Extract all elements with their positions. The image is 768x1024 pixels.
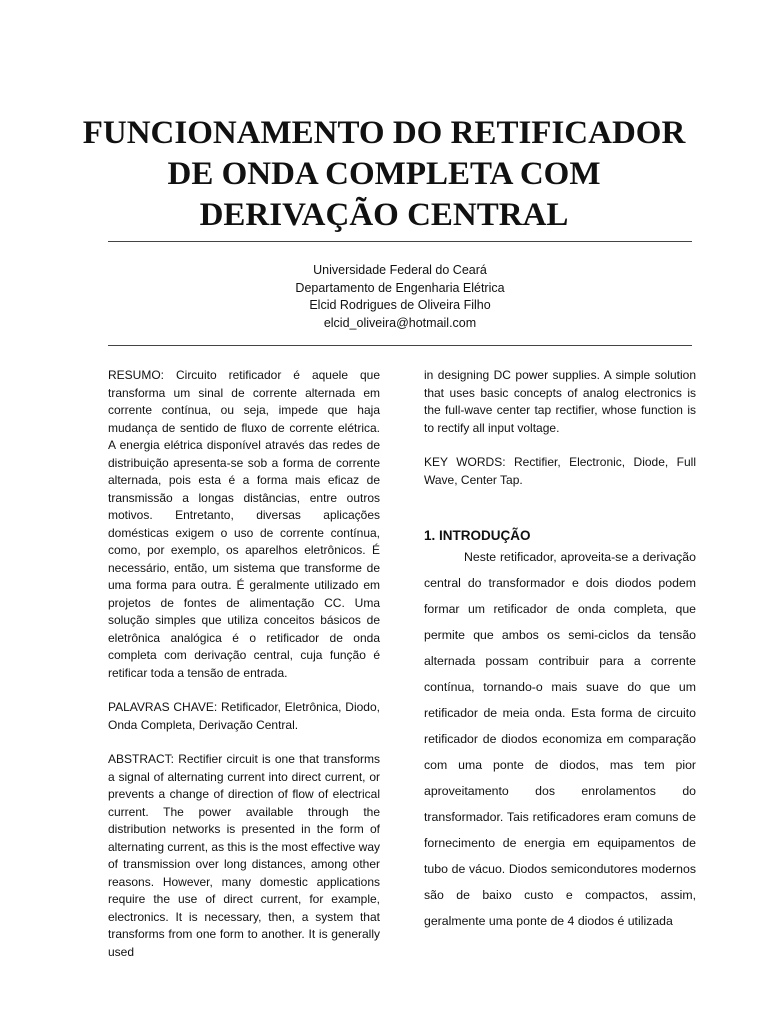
title-line-3: DERIVAÇÃO CENTRAL — [199, 197, 569, 233]
abstract-paragraph: ABSTRACT: Rectifier circuit is one that transforms a signal of alternating current into direct current, or prevents a change of direction of flow of electrical current. The power available through the distribution networks is presented in the form of alternating current, as this is the most effective way of transmission over long distances, among other reasons. However, many domestic applications require the use of direct current, for example, electronics. It is necessary, then, a system that transforms from one form to another. It is generally used — [108, 752, 380, 959]
introducao-paragraph: Neste retificador, aproveita-se a derivação central do transformador e dois diodos podem formar um retificador de onda completa, que permite que ambos os semi-ciclos da tensão alternada possam contribuir para a corrente contínua, tornando-o mais suave do que um retificador de meia onda. Esta forma de circuito retificador de diodos economiza em comparação com uma ponte de diodos, mas tem pior aproveitamento dos enrolamentos do transformador. Tais retificadores eram comuns de fornecimento de energia em equipamentos de tubo de vácuo. Diodos semicondutores modernos são de baixo custo e compactos, assim, geralmente uma ponte de 4 diodos é utilizada — [424, 550, 696, 928]
author-affiliation — [108, 262, 692, 332]
title-line-2: DE ONDA COMPLETA COM — [167, 156, 601, 192]
abstract-continuation: in designing DC power supplies. A simple solution that uses basic concepts of analog electronics is the full-wave center tap rectifier, whose function is to rectify all input voltage. — [424, 368, 696, 435]
department-name: Departamento de Engenharia Elétrica — [295, 280, 505, 295]
author-email: elcid_oliveira@hotmail.com — [323, 315, 477, 330]
title-line-1: FUNCIONAMENTO DO RETIFICADOR — [82, 115, 686, 151]
paper-title — [60, 113, 708, 236]
author-name: Elcid Rodrigues de Oliveira Filho — [309, 298, 491, 312]
right-column — [424, 367, 696, 951]
title-divider — [108, 241, 692, 242]
university-name: Universidade Federal do Ceará — [313, 263, 487, 277]
resumo-paragraph: RESUMO: Circuito retificador é aquele que transforma um sinal de corrente alternada em corrente contínua, ou seja, impede que haja mudança de sentido de fluxo de corrente elétrica. A energia elétrica disponível através das redes de distribuição apresenta-se sob a forma de corrente alternada, pois esta é a forma mais eficaz de transmissão a longas distâncias, entre outros motivos. Entretanto, diversas aplicações domésticas exigem o uso de corrente contínua, como, por exemplo, os aparelhos eletrônicos. É necessário, então, um sistema que transforme de uma forma para outra. É geralmente utilizado em projetos de fontes de alimentação CC. Uma solução simples que utiliza conceitos básicos de eletrônica analógica é o retificador de onda completa com derivação central, cuja função é retificar toda a tensão de entrada. — [108, 368, 380, 680]
left-column — [108, 367, 380, 978]
section-heading-introducao: 1. INTRODUÇÃO — [424, 528, 531, 543]
key-words-paragraph: KEY WORDS: Rectifier, Electronic, Diode, Full Wave, Center Tap. — [424, 455, 696, 487]
affiliation-divider — [108, 345, 692, 346]
palavras-chave-paragraph: PALAVRAS CHAVE: Retificador, Eletrônica, Diodo, Onda Completa, Derivação Central. — [108, 700, 380, 732]
